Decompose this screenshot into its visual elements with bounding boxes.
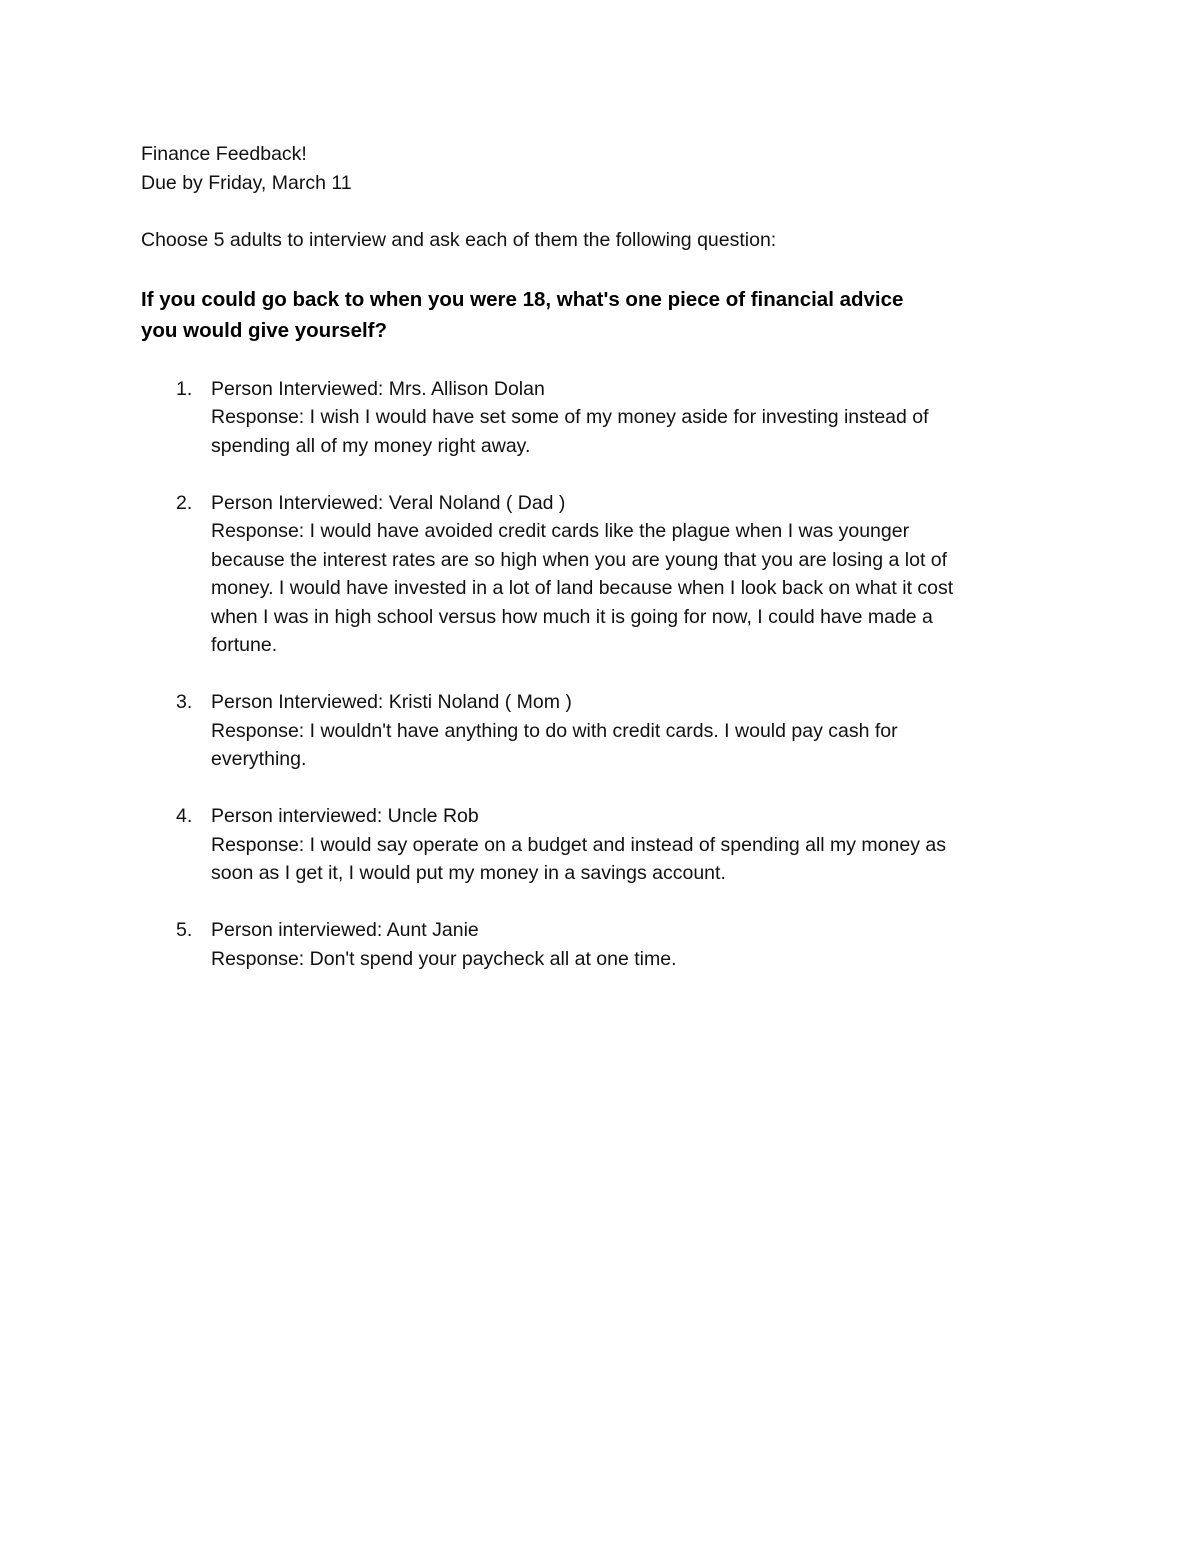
response-line: Response: I wish I would have set some of my money aside for investing instead of bbox=[211, 406, 929, 428]
response-line: soon as I get it, I would put my money in a savings account. bbox=[211, 862, 726, 884]
document-title: Finance Feedback! bbox=[141, 143, 307, 165]
list-item bbox=[141, 688, 1041, 774]
spacer bbox=[141, 197, 1041, 226]
response-line: spending all of my money right away. bbox=[211, 434, 531, 457]
person-interviewed: Person Interviewed: Mrs. Allison Dolan bbox=[211, 377, 545, 400]
response-line: everything. bbox=[211, 748, 307, 770]
list-number: 4. bbox=[176, 805, 193, 827]
response-line: when I was in high school versus how much it is going for now, I could have made a bbox=[211, 605, 933, 628]
list-number: 3. bbox=[176, 691, 193, 713]
due-date: Due by Friday, March 11 bbox=[141, 171, 352, 194]
spacer bbox=[141, 346, 1041, 375]
question-line: you would give yourself? bbox=[141, 318, 388, 342]
response-line: Response: I wouldn't have anything to do with credit cards. I would pay cash for bbox=[211, 719, 898, 742]
question-line: If you could go back to when you were 18, what's one piece of financial advice bbox=[141, 287, 904, 311]
list-number: 2. bbox=[176, 491, 193, 514]
response-line: because the interest rates are so high when you are young that you are losing a lot of bbox=[211, 548, 948, 571]
response-line: Response: I would say operate on a budget and instead of spending all my money as bbox=[211, 833, 946, 856]
person-interviewed: Person interviewed: Uncle Rob bbox=[211, 805, 479, 827]
person-interviewed: Person Interviewed: Kristi Noland ( Mom ) bbox=[211, 691, 572, 713]
list-number: 5. bbox=[176, 919, 193, 941]
instructions: Choose 5 adults to interview and ask each of them the following question: bbox=[141, 229, 777, 251]
response-line: fortune. bbox=[211, 634, 278, 656]
response-line: Response: I would have avoided credit cards like the plague when I was younger bbox=[211, 520, 910, 542]
response-line: money. I would have invested in a lot of land because when I look back on what it cost bbox=[211, 577, 954, 599]
document-body bbox=[141, 140, 1041, 1002]
person-interviewed: Person Interviewed: Veral Noland ( Dad ) bbox=[211, 491, 566, 514]
response-line: Response: Don't spend your paycheck all at one time. bbox=[211, 947, 677, 970]
interview-question bbox=[141, 284, 1041, 346]
list-number: 1. bbox=[176, 377, 193, 400]
interview-list bbox=[141, 375, 1041, 974]
list-item bbox=[141, 802, 1041, 888]
list-item bbox=[141, 916, 1041, 973]
spacer bbox=[141, 255, 1041, 284]
list-item bbox=[141, 489, 1041, 660]
list-item bbox=[141, 375, 1041, 461]
person-interviewed: Person interviewed: Aunt Janie bbox=[211, 919, 479, 941]
